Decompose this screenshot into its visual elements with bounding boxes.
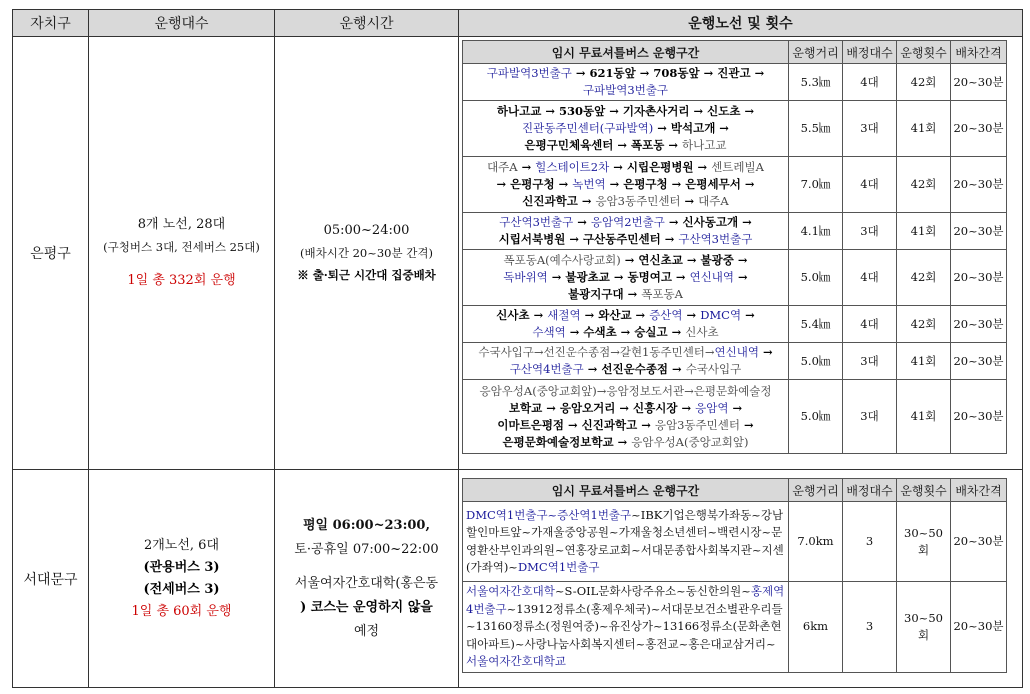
trips-cell: 41회 [897,101,951,157]
col-assigned: 배정대수 [843,479,897,502]
distance-cell: 7.0km [789,502,843,582]
trips-cell: 42회 [897,250,951,306]
col-interval: 배차간격 [951,41,1007,64]
trips-cell: 30~50회 [897,502,951,582]
assigned-cell: 4대 [843,250,897,306]
shuttle-bus-table [12,9,1023,688]
route-cell: DMC역1번출구~증산역1번출구~IBK기업은행북가좌동~강남할인마트앞~가재울중앙공원~가재울청소년센터~백련시장~문영환산부인과의원~연홍장로교회~서대문종합사회복지관~지센(가좌역)~DMC역1번출구 [463,502,789,582]
distance-cell: 5.4㎞ [789,306,843,343]
hours-line: 05:00~24:00 [323,223,410,238]
table-row [463,343,1007,380]
hours-note: ※ 출·퇴근 시간대 집중배차 [297,268,436,282]
route-cell: 수국사입구→선진운수종점→갈현1동주민센터→연신내역 → 구산역4번출구 → 선진운수종점 → 수국사입구 [463,343,789,380]
table-row [463,306,1007,343]
district-seodaemun: 서대문구 [13,470,89,688]
interval-cell: 20~30분 [951,101,1007,157]
interval-cell: 20~30분 [951,213,1007,250]
distance-cell: 4.1㎞ [789,213,843,250]
interval-cell: 20~30분 [951,306,1007,343]
interval-cell: 20~30분 [951,582,1007,673]
col-assigned: 배정대수 [843,41,897,64]
vehicles-line: (전세버스 3) [143,581,220,597]
table-row [463,64,1007,101]
assigned-cell: 3대 [843,101,897,157]
col-distance: 운행거리 [789,41,843,64]
seodaemun-route-table [462,478,1007,673]
assigned-cell: 4대 [843,157,897,213]
route-cell: 대주A → 힐스테이트2차 → 시립은평병원 → 센트레빌A → 은평구청 → 녹번역 → 은평구청 → 은평세무서 → 신진과학고 → 응암3동주민센터 → 대주A [463,157,789,213]
eunpyeong-route-table [462,40,1007,454]
col-trips: 운행횟수 [897,41,951,64]
table-row [463,213,1007,250]
assigned-cell: 4대 [843,64,897,101]
trips-cell: 41회 [897,343,951,380]
header-hours: 운행시간 [275,10,459,37]
trips-cell: 42회 [897,64,951,101]
assigned-cell: 3대 [843,380,897,454]
assigned-cell: 3대 [843,213,897,250]
distance-cell: 5.3㎞ [789,64,843,101]
hours-seodaemun [275,470,459,688]
route-cell: 신사초 → 새절역 → 와산교 → 증산역 → DMC역 → 수색역 → 수색초 → 숭실고 → 신사초 [463,306,789,343]
interval-cell: 20~30분 [951,64,1007,101]
hours-eunpyeong [275,37,459,470]
header-district: 자치구 [13,10,89,37]
trips-cell: 42회 [897,306,951,343]
distance-cell: 5.5㎞ [789,101,843,157]
route-cell: 하나고교 → 530동앞 → 기자촌사거리 → 신도초 → 진관동주민센터(구파발역) → 박석고개 → 은평구민체육센터 → 폭포동 → 하나고교 [463,101,789,157]
hours-weekend: 토·공휴일 07:00~22:00 [294,541,439,557]
route-cell: 구산역3번출구 → 응암역2번출구 → 신사동고개 → 시립서북병원 → 구산동주민센터 → 구산역3번출구 [463,213,789,250]
assigned-cell: 3 [843,502,897,582]
hours-note: 서울여자간호대학(홍은동 [294,575,439,591]
vehicles-line: (구청버스 3대, 전세버스 25대) [103,240,260,254]
table-row [463,380,1007,454]
vehicles-line: 2개노선, 6대 [143,537,220,553]
daily-total: 1일 총 60회 운행 [131,603,232,619]
assigned-cell: 4대 [843,306,897,343]
trips-cell: 41회 [897,213,951,250]
daily-total: 1일 총 332회 운행 [127,273,236,288]
hours-note: 예정 [353,623,380,639]
header-routes: 운행노선 및 횟수 [459,10,1023,37]
hours-weekday: 평일 06:00~23:00, [302,517,431,533]
distance-cell: 5.0㎞ [789,380,843,454]
vehicles-line: (관용버스 3) [143,559,220,575]
route-cell: 구파발역3번출구 → 621동앞 → 708동앞 → 진관고 → 구파발역3번출구 [463,64,789,101]
table-row [463,157,1007,213]
route-cell: 서울여자간호대학~S-OIL문화사랑주유소~동신한의원~홍제역4번출구~13912정류소(홍제우체국)~서대문보건소별관우리들~13160정류소(정원여중)~유진상가~13166정류소(문화촌현대아파트)~사랑나눔사회복지센터~홍전교~홍은대교삼거리~서울여자간호대학교 [463,582,789,673]
header-vehicles: 운행대수 [89,10,275,37]
distance-cell: 5.0㎞ [789,250,843,306]
col-route: 임시 무료셔틀버스 운행구간 [463,41,789,64]
interval-cell: 20~30분 [951,343,1007,380]
route-cell: 응암우성A(중앙교회앞)→응암정보도서관→은평문화예술정 보학교 → 응암오거리 → 신흥시장 → 응암역 → 이마트은평점 → 신진과학고 → 응암3동주민센터 → 은평문화예술정보학교 → 응암우성A(중앙교회앞) [463,380,789,454]
col-distance: 운행거리 [789,479,843,502]
col-route: 임시 무료셔틀버스 운행구간 [463,479,789,502]
col-interval: 배차간격 [951,479,1007,502]
trips-cell: 41회 [897,380,951,454]
vehicles-eunpyeong [89,37,275,470]
trips-cell: 30~50회 [897,582,951,673]
vehicles-seodaemun [89,470,275,688]
table-row [463,101,1007,157]
routes-eunpyeong [459,37,1023,470]
distance-cell: 7.0㎞ [789,157,843,213]
interval-cell: 20~30분 [951,157,1007,213]
col-trips: 운행횟수 [897,479,951,502]
hours-line: (배차시간 20~30분 간격) [300,246,433,260]
hours-note: ) 코스는 운영하지 않을 [300,599,433,615]
route-cell: 폭포동A(예수사랑교회) → 연신초교 → 불광중 → 독바위역 → 불광초교 → 동명여고 → 연신내역 → 불광지구대 → 폭포동A [463,250,789,306]
interval-cell: 20~30분 [951,502,1007,582]
assigned-cell: 3 [843,582,897,673]
table-row [463,250,1007,306]
assigned-cell: 3대 [843,343,897,380]
distance-cell: 6km [789,582,843,673]
trips-cell: 42회 [897,157,951,213]
table-row [463,582,1007,673]
interval-cell: 20~30분 [951,250,1007,306]
vehicles-line: 8개 노선, 28대 [137,217,226,232]
distance-cell: 5.0㎞ [789,343,843,380]
routes-seodaemun [459,470,1023,688]
table-row [463,502,1007,582]
interval-cell: 20~30분 [951,380,1007,454]
district-eunpyeong: 은평구 [13,37,89,470]
